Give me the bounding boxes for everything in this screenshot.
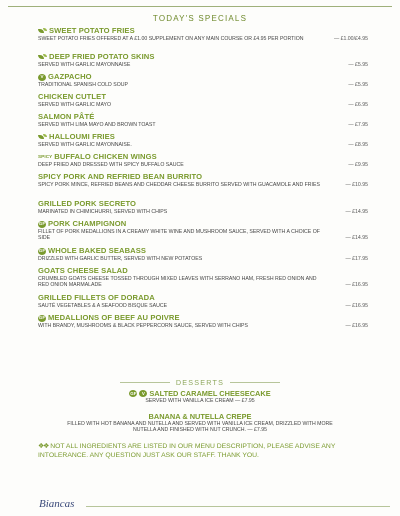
restaurant-logo <box>38 494 82 512</box>
item-description: FILLET OF PORK MEDALLIONS IN A CREAMY WHITE WINE AND MUSHROOM SAUCE, SERVED WITH A CHOICE OF SIDE <box>38 229 320 242</box>
gluten-free-badge-icon: GF <box>38 221 46 226</box>
desserts-heading: DESSERTS <box>175 378 225 387</box>
item-name: GRILLED FILLETS OF DORADA <box>38 293 155 302</box>
menu-item <box>38 219 368 246</box>
menu-item <box>38 132 368 152</box>
item-price: — £16.95 <box>345 323 368 329</box>
dessert-description: SERVED WITH VANILLA ICE CREAM — £7.95 <box>145 398 255 404</box>
item-price: — £16.95 <box>345 282 368 289</box>
dessert-item <box>60 389 340 404</box>
item-name: PORK CHAMPIGNON <box>48 219 127 228</box>
specials-list <box>38 26 368 333</box>
dessert-description: FILLED WITH HOT BANANA AND NUTELLA AND SERVED WITH VANILLA ICE CREAM, DRIZZLED WITH MORE NUTELLA AND FINISHED WITH NUT CRUNCH. — £7.95 <box>67 421 333 434</box>
item-name: GAZPACHO <box>48 72 92 81</box>
menu-item <box>38 172 368 199</box>
item-description: CRUMBLED GOATS CHEESE TOSSED THROUGH MIXED LEAVES WITH SERRANO HAM, FRESH RED ONION AND RED ONION MARMALADE <box>38 276 317 289</box>
item-description: TRADITIONAL SPANISH COLD SOUP <box>38 82 128 88</box>
item-price: — £5.95 <box>348 82 368 88</box>
menu-item <box>38 52 368 72</box>
item-name: GOATS CHEESE SALAD <box>38 266 128 275</box>
item-name: DEEP FRIED POTATO SKINS <box>49 52 155 61</box>
logo-wordmark: Biancas <box>39 498 75 510</box>
menu-item <box>38 313 368 333</box>
item-name: BUFFALO CHICKEN WINGS <box>54 152 157 161</box>
menu-item <box>38 266 368 293</box>
item-description: WITH BRANDY, MUSHROOMS & BLACK PEPPERCORN SAUCE, SERVED WITH CHIPS <box>38 323 248 329</box>
item-name: CHICKEN CUTLET <box>38 92 107 101</box>
vegetarian-leaf-icon <box>38 28 47 34</box>
menu-item <box>38 152 368 172</box>
item-description: DRIZZLED WITH GARLIC BUTTER, SERVED WITH NEW POTATOES <box>38 256 203 262</box>
item-price: — £8.95 <box>348 142 368 148</box>
gluten-free-badge-icon: GF <box>38 315 46 320</box>
dessert-item <box>60 412 340 434</box>
item-price: — £7.95 <box>348 122 368 128</box>
page-title: TODAY'S SPECIALS <box>152 14 248 23</box>
item-name: HALLOUMI FRIES <box>49 132 115 141</box>
vegan-badge-icon: V <box>139 390 147 397</box>
desserts-rule-right <box>230 382 280 383</box>
allergy-icon: ❖❖ <box>38 443 49 450</box>
menu-item <box>38 293 368 313</box>
item-price: — £17.95 <box>345 256 368 262</box>
menu-item <box>38 26 368 52</box>
item-description: MARINATED IN CHIMICHURRI, SERVED WITH CHIPS <box>38 209 168 215</box>
menu-item <box>38 199 368 219</box>
item-name: SPICY PORK AND REFRIED BEAN BURRITO <box>38 172 203 181</box>
item-name: GRILLED PORK SECRETO <box>38 199 137 208</box>
item-price: — £9.95 <box>348 162 368 168</box>
menu-item <box>38 246 368 266</box>
item-price: — £16.95 <box>345 303 368 309</box>
item-description: SERVED WITH LIMA MAYO AND BROWN TOAST <box>38 122 156 128</box>
item-price: — £14.95 <box>345 235 368 242</box>
item-description: SERVED WITH GARLIC MAYO <box>38 102 112 108</box>
item-name: SWEET POTATO FRIES <box>49 26 135 35</box>
menu-item <box>38 92 368 112</box>
item-price: — £5.95 <box>348 62 368 68</box>
item-price: — £10.95 <box>345 182 368 188</box>
gluten-free-badge-icon: GF <box>130 391 137 396</box>
dessert-name: SALTED CARAMEL CHEESECAKE <box>149 389 271 398</box>
gluten-free-badge-icon: GF <box>38 248 46 253</box>
item-description: SERVED WITH GARLIC MAYONNAISE <box>38 62 131 68</box>
item-price: — £6.95 <box>348 102 368 108</box>
bottom-rule <box>86 506 390 507</box>
vegan-badge-icon: V <box>38 74 46 81</box>
allergy-notice <box>38 443 338 460</box>
item-description: SPICY PORK MINCE, REFRIED BEANS AND CHEDDAR CHEESE BURRITO SERVED WITH GUACAMOLE AND FRIES <box>38 182 320 188</box>
allergy-notice-text: NOT ALL INGREDIENTS ARE LISTED IN OUR MENU DESCRIPTION, PLEASE ADVISE ANY INTOLERANCE. ANY QUESTION JUST ASK OUR STAFF. THANK YOU. <box>38 443 336 459</box>
item-name: WHOLE BAKED SEABASS <box>48 246 147 255</box>
top-rule <box>8 6 392 7</box>
item-description: DEEP FRIED AND DRESSED WITH SPICY BUFFALO SAUCE <box>38 162 184 168</box>
item-name: SALMON PÂTÉ <box>38 112 95 121</box>
menu-item <box>38 72 368 92</box>
item-description: SAUTÉ VEGETABLES & A SEAFOOD BISQUE SAUCE <box>38 303 168 309</box>
vegetarian-leaf-icon <box>38 54 47 60</box>
item-name: MEDALLIONS OF BEEF AU POIVRE <box>48 313 180 322</box>
item-description: SWEET POTATO FRIES OFFERED AT A £1.00 SUPPLEMENT ON ANY MAIN COURSE OR £4.95 PER PORTION <box>38 36 304 42</box>
item-price: — £1.00/£4.95 <box>333 36 368 42</box>
dessert-name: BANANA & NUTELLA CREPE <box>148 412 252 421</box>
vegetarian-leaf-icon <box>38 134 47 140</box>
item-price: — £14.95 <box>345 209 368 215</box>
spicy-chili-icon: SPICY <box>38 154 53 159</box>
item-description: SERVED WITH GARLIC MAYONNAISE. <box>38 142 132 148</box>
menu-item <box>38 112 368 132</box>
